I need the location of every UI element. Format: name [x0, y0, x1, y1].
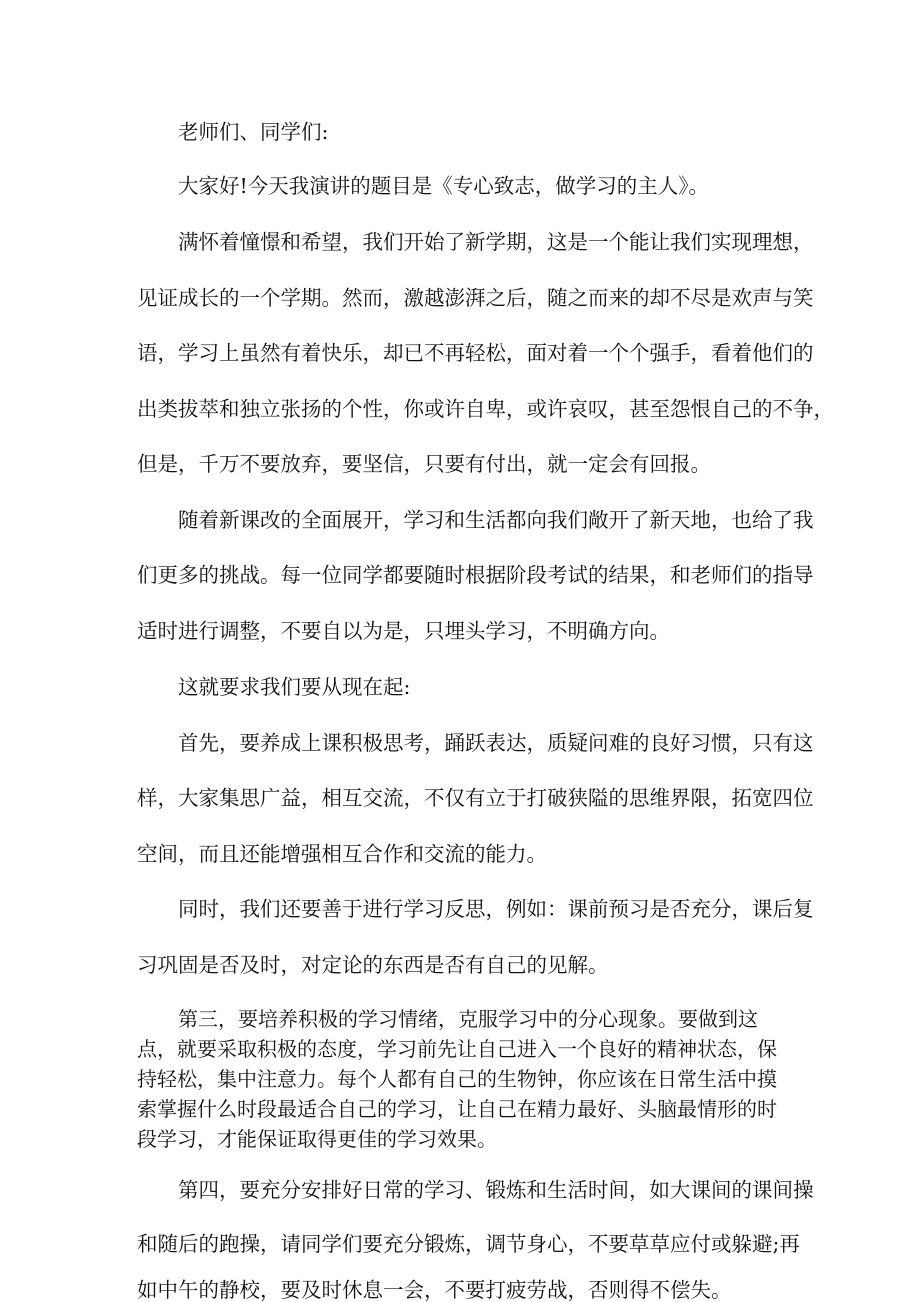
paragraph-7-line-3: 如中午的静校，要及时休息一会，不要打疲劳战，否则得不偿失。: [137, 1278, 732, 1302]
paragraph-1-line-3: 语，学习上虽然有着快乐，却已不再轻松，面对着一个个强手，看着他们的: [137, 341, 814, 365]
paragraph-2-line-3: 适时进行调整，不要自以为是，只埋头学习，不明确方向。: [137, 619, 670, 643]
paragraph-5-line-1: 同时，我们还要善于进行学习反思，例如：课前预习是否充分，课后复: [178, 897, 814, 921]
paragraph-6-line-1: 第三，要培养积极的学习情绪，克服学习中的分心现象。要做到这: [178, 1007, 758, 1031]
paragraph-7-line-2: 和随后的跑操，请同学们要充分锻炼，调节身心，不要草草应付或躲避;再: [137, 1232, 800, 1256]
paragraph-1-line-4: 出类拔萃和独立张扬的个性，你或许自卑，或许哀叹，甚至怨恨自己的不争，: [137, 397, 834, 421]
paragraph-6-line-3: 持轻松，集中注意力。每个人都有自己的生物钟，你应该在日常生活中摸: [137, 1067, 777, 1091]
paragraph-7-line-1: 第四，要充分安排好日常的学习、锻炼和生活时间，如大课间的课间操: [178, 1178, 814, 1202]
paragraph-4-line-2: 样，大家集思广益，相互交流，不仅有立于打破狭隘的思维界限，拓宽四位: [137, 786, 814, 810]
paragraph-3-line-1: 这就要求我们要从现在起:: [178, 675, 411, 699]
paragraph-1-line-1: 满怀着憧憬和希望，我们开始了新学期，这是一个能让我们实现理想，: [178, 230, 814, 254]
greeting-line: 大家好!今天我演讲的题目是《专心致志，做学习的主人》。: [178, 174, 709, 198]
paragraph-6-line-2: 点，就要采取积极的态度，学习前先让自己进入一个良好的精神状态，保: [137, 1037, 777, 1061]
paragraph-1-line-2: 见证成长的一个学期。然而，激越澎湃之后，随之而来的却不尽是欢声与笑: [137, 286, 814, 310]
paragraph-6-line-5: 段学习，才能保证取得更佳的学习效果。: [137, 1127, 497, 1151]
paragraph-2-line-2: 们更多的挑战。每一位同学都要随时根据阶段考试的结果，和老师们的指导: [137, 563, 814, 587]
paragraph-6-line-4: 索掌握什么时段最适合自己的学习，让自己在精力最好、头脑最情形的时: [137, 1097, 777, 1121]
paragraph-1-line-5: 但是，千万不要放弃，要坚信，只要有付出，就一定会有回报。: [137, 452, 711, 476]
paragraph-4-line-3: 空间，而且还能增强相互合作和交流的能力。: [137, 842, 547, 866]
paragraph-2-line-1: 随着新课改的全面展开，学习和生活都向我们敞开了新天地，也给了我: [178, 508, 814, 532]
salutation-line: 老师们、同学们:: [178, 120, 329, 144]
paragraph-4-line-1: 首先，要养成上课积极思考，踊跃表达，质疑问难的良好习惯，只有这: [178, 731, 814, 755]
paragraph-5-line-2: 习巩固是否及时，对定论的东西是否有自己的见解。: [137, 953, 609, 977]
